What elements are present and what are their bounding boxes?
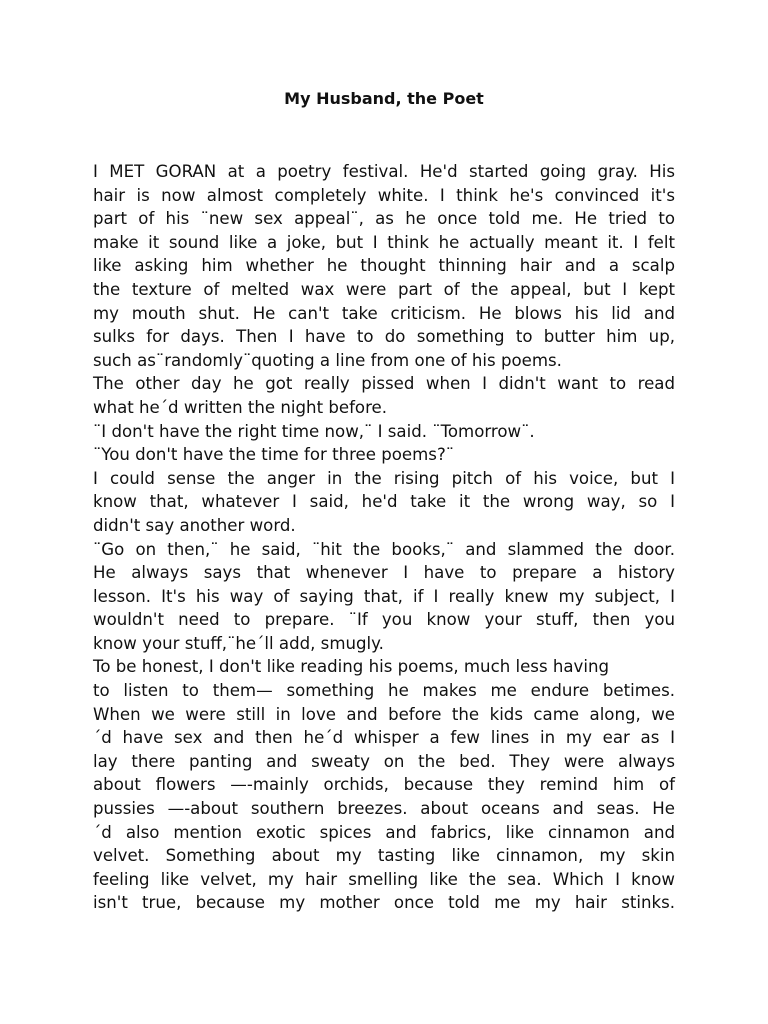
page-title: My Husband, the Poet bbox=[284, 89, 484, 108]
text-line: velvet. Something about my tasting like cinnamon, my skin bbox=[93, 846, 675, 866]
text-line: about flowers —-mainly orchids, because they remind him of bbox=[93, 775, 675, 795]
text-line: lay there panting and sweaty on the bed. They were always bbox=[93, 751, 675, 771]
text-line: to listen to them— something he makes me endure betimes. bbox=[93, 681, 675, 701]
text-line: sulks for days. Then I have to do something to butter him up, bbox=[93, 327, 675, 347]
text-line: When we were still in love and before the kids came along, we bbox=[93, 704, 675, 724]
text-line: make it sound like a joke, but I think he actually meant it. I felt bbox=[93, 232, 675, 252]
text-line: ¨You don't have the time for three poems?¨ bbox=[93, 445, 455, 465]
story-body bbox=[93, 160, 675, 915]
text-line: He always says that whenever I have to prepare a history bbox=[93, 563, 675, 583]
text-line: like asking him whether he thought thinning hair and a scalp bbox=[93, 256, 675, 276]
text-line: know your stuff,¨he´ll add, smugly. bbox=[93, 633, 384, 653]
text-line: To be honest, I don't like reading his poems, much less having bbox=[93, 657, 610, 677]
text-line: I could sense the anger in the rising pitch of his voice, but I bbox=[93, 468, 675, 488]
text-line: such as¨randomly¨quoting a line from one of his poems. bbox=[93, 350, 562, 370]
text-line: ´d have sex and then he´d whisper a few lines in my ear as I bbox=[93, 728, 675, 748]
text-line: The other day he got really pissed when I didn't want to read bbox=[93, 374, 675, 394]
text-line: I MET GORAN at a poetry festival. He'd started going gray. His bbox=[93, 162, 675, 181]
text-line: what he´d written the night before. bbox=[93, 397, 388, 417]
text-line: ´d also mention exotic spices and fabrics, like cinnamon and bbox=[93, 822, 675, 842]
text-line: the texture of melted wax were part of the appeal, but I kept bbox=[93, 279, 675, 299]
text-line: ¨Go on then,¨ he said, ¨hit the books,¨ and slammed the door. bbox=[93, 539, 675, 559]
text-line: part of his ¨new sex appeal¨, as he once told me. He tried to bbox=[93, 209, 675, 229]
text-line: wouldn't need to prepare. ¨If you know your stuff, then you bbox=[93, 610, 675, 630]
text-line: feeling like velvet, my hair smelling like the sea. Which I know bbox=[93, 869, 675, 889]
text-line: hair is now almost completely white. I think he's convinced it's bbox=[93, 185, 675, 205]
text-line: know that, whatever I said, he'd take it the wrong way, so I bbox=[93, 492, 675, 512]
text-line: didn't say another word. bbox=[93, 515, 296, 535]
text-line: ¨I don't have the right time now,¨ I said. ¨Tomorrow¨. bbox=[93, 421, 535, 441]
text-line: pussies —-about southern breezes. about oceans and seas. He bbox=[93, 799, 675, 819]
text-line: isn't true, because my mother once told me my hair stinks. bbox=[93, 893, 675, 913]
text-line: my mouth shut. He can't take criticism. He blows his lid and bbox=[93, 303, 675, 323]
text-line: lesson. It's his way of saying that, if I really knew my subject, I bbox=[93, 586, 675, 606]
